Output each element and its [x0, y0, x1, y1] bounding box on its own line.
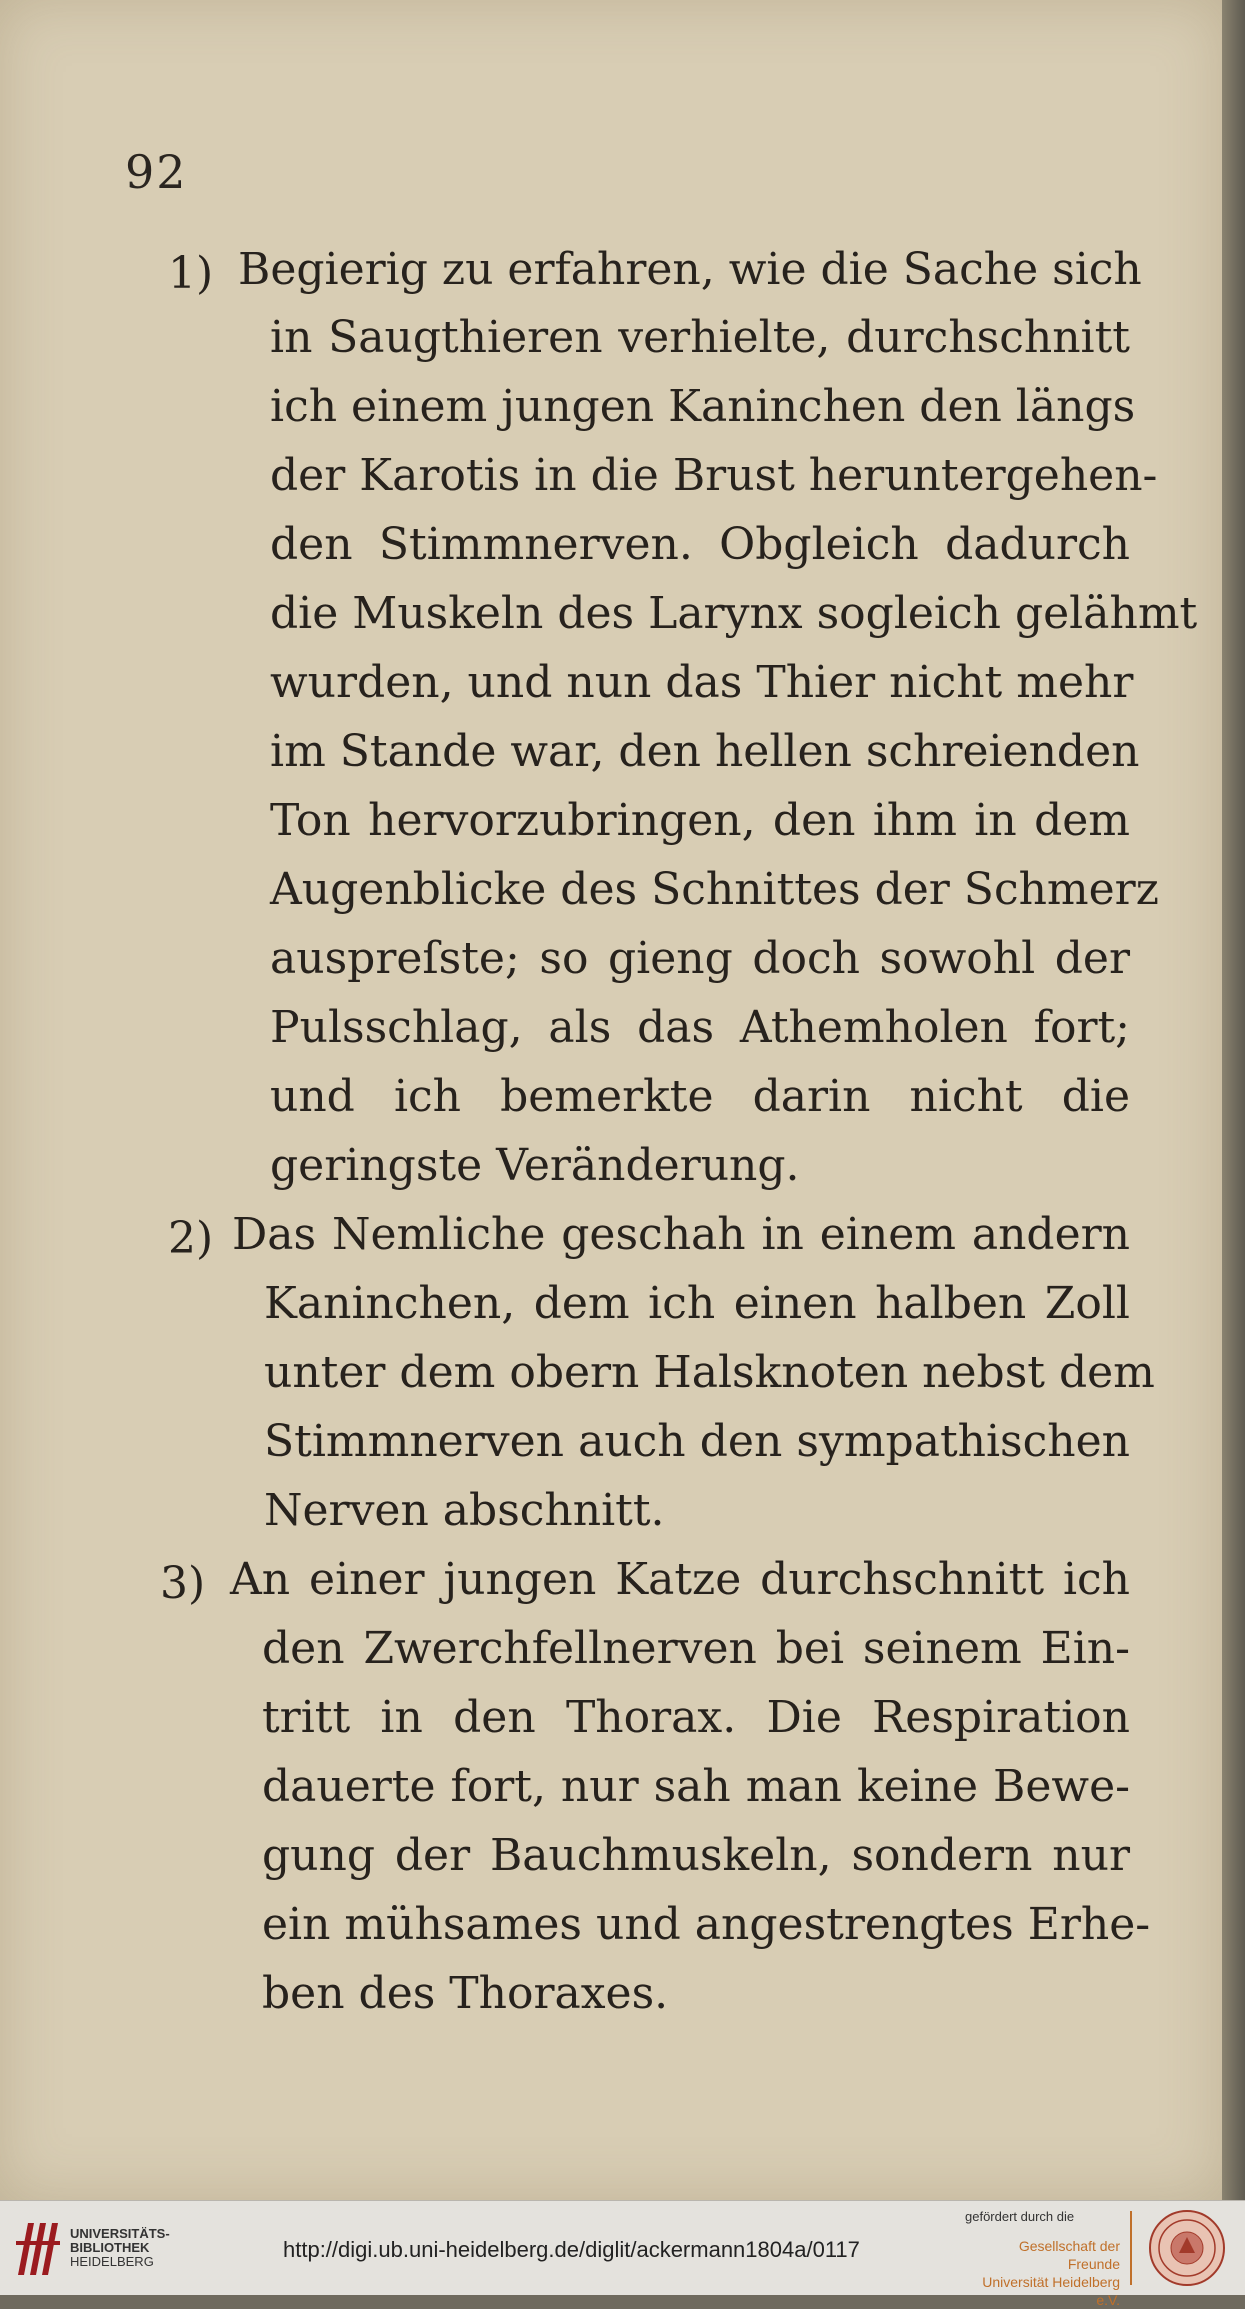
sponsor-name [970, 2237, 1120, 2309]
paragraph-3-line-3: tritt in den Thorax. Die Respiration [262, 1692, 1130, 1743]
paragraph-1-line-3: ich einem jungen Kaninchen den längs [270, 381, 1136, 432]
paragraph-1-line-14: geringste Veränderung. [270, 1140, 800, 1191]
paragraph-2-line-5: Nerven abschnitt. [264, 1485, 665, 1536]
library-name [70, 2227, 170, 2269]
sponsor-name-line-1: Gesellschaft der Freunde [1018, 2238, 1120, 2272]
paragraph-1-line-7: wurden, und nun das Thier nicht mehr [270, 657, 1134, 708]
paragraph-3-line-4: dauerte fort, nur sah man keine Bewe- [262, 1761, 1130, 1812]
page-number: 92 [125, 145, 188, 199]
paragraph-1-line-6: die Muskeln des Larynx sogleich gelähmt [270, 588, 1198, 639]
paragraph-3-line-2: den Zwerchfellnerven bei seinem Ein- [262, 1623, 1130, 1674]
paragraph-1-line-8: im Stande war, den hellen schreienden [270, 726, 1140, 777]
paragraph-3-number: 3) [160, 1558, 206, 1609]
paragraph-1-line-9: Ton hervorzubringen, den ihm in dem [270, 795, 1130, 846]
paragraph-1-line-2: in Saugthieren verhielte, durchschnitt [270, 312, 1130, 363]
paragraph-1-line-11: auspreſste; so gieng doch sowohl der [270, 933, 1130, 984]
paragraph-1-line-12: Pulsschlag, als das Athemholen fort; [270, 1002, 1130, 1053]
paragraph-1-number: 1) [168, 248, 214, 299]
paragraph-3-line-1: An einer jungen Katze durchschnitt ich [230, 1554, 1130, 1605]
paragraph-2-line-2: Kaninchen, dem ich einen halben Zoll [264, 1278, 1130, 1329]
paragraph-3-line-6: ein mühsames und angestrengtes Erhe- [262, 1899, 1151, 1950]
library-name-line-2: BIBLIOTHEK [70, 2240, 150, 2255]
paragraph-1-line-5: den Stimmnerven. Obgleich dadurch [270, 519, 1130, 570]
paragraph-2-line-1: Das Nemliche geschah in einem andern [232, 1209, 1130, 1260]
paragraph-2-number: 2) [168, 1213, 214, 1264]
paragraph-1-line-13: und ich bemerkte darin nicht die [270, 1071, 1130, 1122]
library-name-line-3: HEIDELBERG [70, 2254, 154, 2269]
page-edge-shadow [1222, 0, 1245, 2200]
paragraph-3-line-5: gung der Bauchmuskeln, sondern nur [262, 1830, 1130, 1881]
library-name-line-1: UNIVERSITÄTS- [70, 2226, 170, 2241]
footer-bar [0, 2200, 1245, 2308]
sponsor-label: gefördert durch die [965, 2209, 1075, 2224]
sponsor-divider [1130, 2211, 1132, 2285]
sponsor-name-line-2: Universität Heidelberg e.V. [982, 2274, 1120, 2308]
paragraph-1-line-4: der Karotis in die Brust heruntergehen- [270, 450, 1158, 501]
permalink-url[interactable]: http://digi.ub.uni-heidelberg.de/diglit/ackermann1804a/0117 [283, 2237, 860, 2262]
library-logo-icon [14, 2215, 62, 2281]
paragraph-3-line-7: ben des Thoraxes. [262, 1968, 669, 2019]
paragraph-1-line-10: Augenblicke des Schnittes der Schmerz [270, 864, 1159, 915]
paragraph-1-line-1: Begierig zu erfahren, wie die Sache sich [238, 244, 1142, 295]
paragraph-2-line-4: Stimmnerven auch den sympathischen [264, 1416, 1130, 1467]
paragraph-2-line-3: unter dem obern Halsknoten nebst dem [264, 1347, 1155, 1398]
university-seal-icon [1148, 2209, 1226, 2287]
